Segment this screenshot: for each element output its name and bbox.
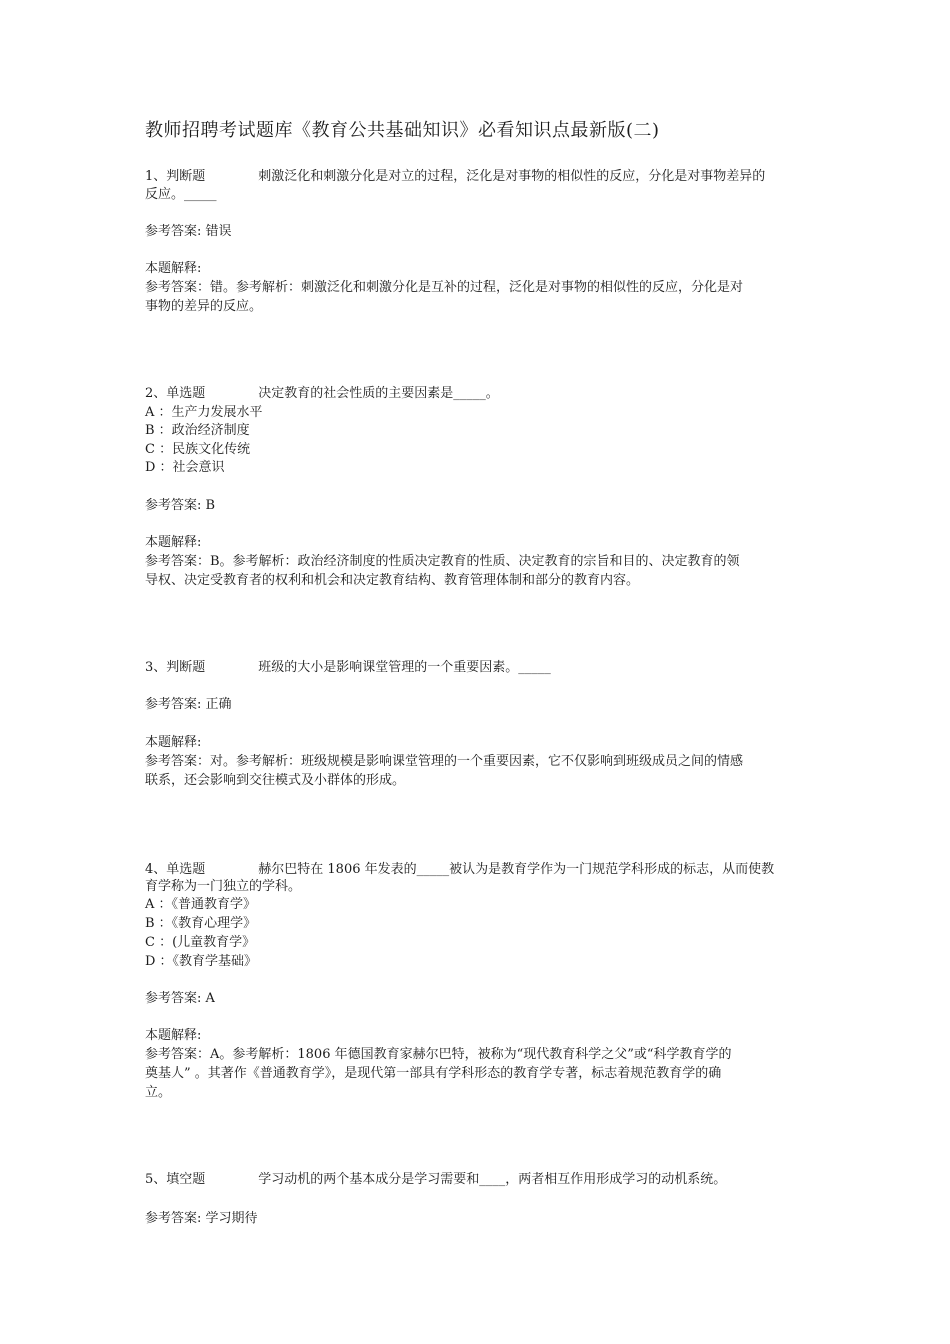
question-4-stem: 赫尔巴特在 1806 年发表的_____被认为是教育学作为一门规范学科形成的标志，从而使教 — [258, 862, 775, 877]
question-2-explanation-label: 本题解释: — [145, 535, 202, 550]
question-3-answer — [145, 696, 232, 714]
question-3-number: 3、 — [145, 660, 167, 675]
question-4-option-d: D ：《教育学基础》 — [145, 954, 258, 969]
question-3-explanation-label: 本题解释: — [145, 735, 202, 750]
question-4-option-a: A ：《普通教育学》 — [145, 897, 257, 912]
question-1-answer — [145, 223, 232, 241]
question-4-explanation-line-2: 奠基人” 。其著作《普通教育学》，是现代第一部具有学科形态的教育学专著，标志着规范教育学的确 — [145, 1066, 722, 1081]
question-2-option-c: C ：民族文化传统 — [145, 442, 251, 457]
question-4-option-b: B ：《教育心理学》 — [145, 916, 257, 931]
answer-label: 参考答案: — [145, 991, 202, 1006]
document-title: 教师招聘考试题库《教育公共基础知识》必看知识点最新版(二) — [145, 120, 660, 141]
answer-label: 参考答案: — [145, 1211, 202, 1226]
answer-value: B — [205, 498, 216, 513]
question-1-stem-line-1 — [145, 168, 765, 186]
answer-value: 学习期待 — [205, 1211, 258, 1226]
answer-value: 错误 — [205, 224, 232, 239]
question-3-type: 判断题 — [166, 660, 206, 675]
question-5-answer — [145, 1210, 258, 1228]
question-1-stem: 刺激泛化和刺激分化是对立的过程，泛化是对事物的相似性的反应，分化是对事物差异的 — [258, 169, 766, 184]
question-2-explanation-line-1: 参考答案：B。参考解析：政治经济制度的性质决定教育的性质、决定教育的宗旨和目的、决定教育的领 — [145, 554, 740, 569]
question-3-explanation-line-1: 参考答案：对。参考解析：班级规模是影响课堂管理的一个重要因素，它不仅影响到班级成员之间的情感 — [145, 754, 744, 769]
question-2-option-b: B ：政治经济制度 — [145, 423, 250, 438]
answer-label: 参考答案: — [145, 697, 202, 712]
question-4-type: 单选题 — [166, 862, 206, 877]
question-4-stem-line-2: 育学称为一门独立的学科。 — [145, 879, 302, 894]
question-3-explanation-line-2: 联系，还会影响到交往模式及小群体的形成。 — [145, 773, 406, 788]
question-5-type: 填空题 — [166, 1172, 206, 1187]
question-1-number: 1、 — [145, 169, 167, 184]
question-2-explanation-line-2: 导权、决定受教育者的权利和机会和决定教育结构、教育管理体制和部分的教育内容。 — [145, 573, 640, 588]
question-5-stem: 学习动机的两个基本成分是学习需要和____，两者相互作用形成学习的动机系统。 — [258, 1172, 727, 1187]
question-1-explanation-line-1: 参考答案：错。参考解析：刺激泛化和刺激分化是互补的过程，泛化是对事物的相似性的反应，分化是对 — [145, 280, 744, 295]
question-2-answer — [145, 497, 215, 515]
answer-label: 参考答案: — [145, 224, 202, 239]
question-3-stem-line-1 — [145, 659, 551, 677]
question-4-explanation-line-1: 参考答案：A。参考解析：1806 年德国教育家赫尔巴特，被称为“现代教育科学之父”或“科学教育学的 — [145, 1047, 732, 1062]
question-4-answer — [145, 990, 215, 1008]
question-1-explanation-label: 本题解释: — [145, 261, 202, 276]
question-4-number: 4、 — [145, 862, 167, 877]
question-3-stem: 班级的大小是影响课堂管理的一个重要因素。_____ — [258, 660, 551, 675]
question-2-type: 单选题 — [166, 386, 206, 401]
question-2-number: 2、 — [145, 386, 167, 401]
answer-value: A — [205, 991, 215, 1006]
answer-label: 参考答案: — [145, 498, 202, 513]
question-2-stem-line-1 — [145, 385, 499, 403]
question-4-explanation-line-3: 立。 — [145, 1085, 172, 1100]
question-2-option-a: A ：生产力发展水平 — [145, 405, 263, 420]
question-4-stem-line-1 — [145, 861, 774, 879]
question-1-type: 判断题 — [166, 169, 206, 184]
question-4-option-c: C ：(儿童教育学》 — [145, 935, 256, 950]
question-4-explanation-label: 本题解释: — [145, 1028, 202, 1043]
answer-value: 正确 — [205, 697, 232, 712]
question-5-number: 5、 — [145, 1172, 167, 1187]
question-5-stem-line-1 — [145, 1171, 726, 1189]
question-1-explanation-line-2: 事物的差异的反应。 — [145, 299, 263, 314]
question-2-stem: 决定教育的社会性质的主要因素是_____。 — [258, 386, 499, 401]
question-1-stem-line-2: 反应。_____ — [145, 187, 217, 202]
question-2-option-d: D ：社会意识 — [145, 460, 225, 475]
